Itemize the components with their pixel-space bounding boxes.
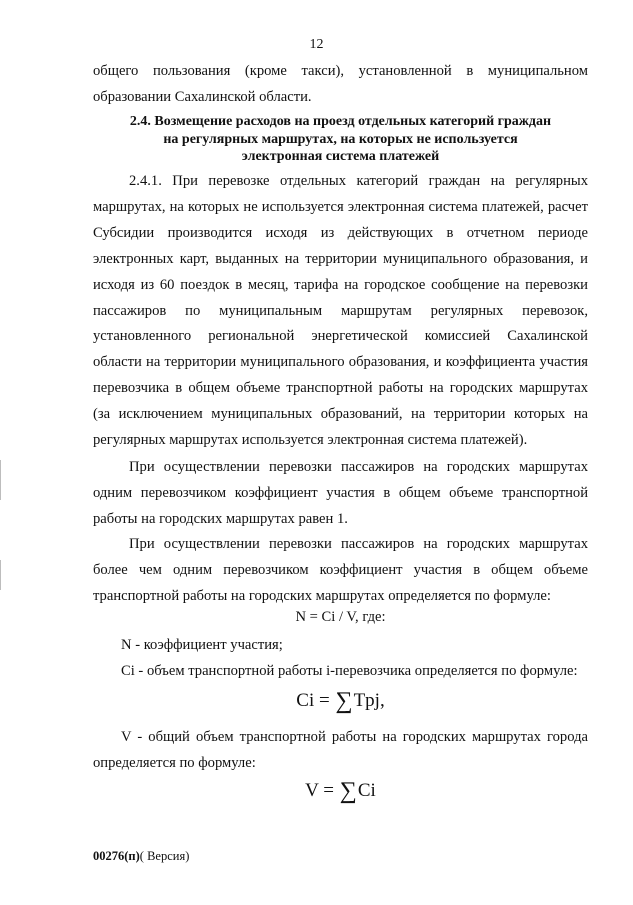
text-line: перевозчика в общем объеме транспортной работы на городских маршрутах (93, 380, 588, 397)
text-line: исходя из 60 поездок в месяц, тарифа на городское сообщение на перевозки (93, 276, 588, 293)
document-footer (93, 849, 189, 864)
paragraph-2-4-1 (93, 169, 588, 454)
text-line: N - коэффициент участия; (121, 637, 283, 653)
formula-n: N = Ci / V, где: (295, 609, 386, 625)
text-line: Ci - объем транспортной работы i-перевозчика определяется по формуле: (121, 663, 578, 679)
scan-edge-mark (0, 560, 1, 590)
text-line: установленного региональной энергетической комиссией Сахалинской (93, 328, 588, 345)
paragraph-multi-carrier (93, 532, 588, 610)
formula-ci (93, 688, 588, 715)
text-line: 2.4.1. При перевозке отдельных категорий граждан на регулярных (129, 173, 588, 189)
heading-line: 2.4. Возмещение расходов на проезд отдельных категорий граждан (129, 114, 552, 129)
text-line: При осуществлении перевозки пассажиров на городских маршрутах (129, 536, 588, 552)
heading-line: на регулярных маршрутах, на которых не используется (163, 131, 518, 147)
section-heading (93, 113, 588, 166)
text-line: работы на городских маршрутах равен 1. (93, 510, 348, 527)
sigma-symbol: ∑ (339, 778, 357, 804)
heading-line: электронная система платежей (241, 149, 440, 164)
text-line: более чем одним перевозчиком коэффициент участия в общем объеме (93, 561, 588, 578)
text-line: пассажиров по муниципальным маршрутам регулярных перевозок, (93, 302, 588, 319)
text-line: Субсидии производится исходя из действующих в отчетном периоде (93, 224, 588, 241)
footer-suffix: ( Версия) (139, 849, 190, 863)
formula-ci-lhs: Ci = (296, 690, 330, 711)
definition-n (93, 633, 588, 659)
formula-v-rhs: Ci (357, 780, 376, 801)
text-line: V - общий объем транспортной работы на городских маршрутах города (121, 729, 588, 745)
text-line: одним перевозчиком коэффициент участия в общем объеме транспортной (93, 484, 588, 501)
text-line: общего пользования (кроме такси), установленной в муниципальном (93, 63, 588, 79)
text-line: образовании Сахалинской области. (93, 88, 312, 105)
text-line: области на территории муниципального образования, и коэффициента участия (93, 354, 588, 371)
text-line: маршрутах, на которых не используется электронная система платежей, расчет (93, 198, 588, 215)
formula-ci-rhs: Tpj, (353, 690, 385, 711)
formula-v-lhs: V = (305, 780, 335, 801)
scan-edge-mark (0, 460, 1, 500)
definition-v (93, 725, 588, 777)
definition-ci (93, 659, 588, 685)
sigma-symbol: ∑ (335, 688, 353, 714)
text-line: электронных карт, выданных на территории муниципального образования, и (93, 250, 588, 267)
intro-paragraph (93, 59, 588, 111)
text-line: При осуществлении перевозки пассажиров на городских маршрутах (129, 459, 588, 475)
text-line: транспортной работы на городских маршрутах определяется по формуле: (93, 587, 551, 604)
text-line: (за исключением муниципальных образований, на территории которых на (93, 406, 588, 423)
text-line: определяется по формуле: (93, 754, 256, 771)
formula-v (93, 778, 588, 805)
paragraph-single-carrier (93, 455, 588, 533)
footer-code: 00276(п) (93, 849, 140, 863)
page-number: 12 (309, 37, 324, 52)
text-line: регулярных маршрутах используется электронная система платежей). (93, 432, 528, 449)
